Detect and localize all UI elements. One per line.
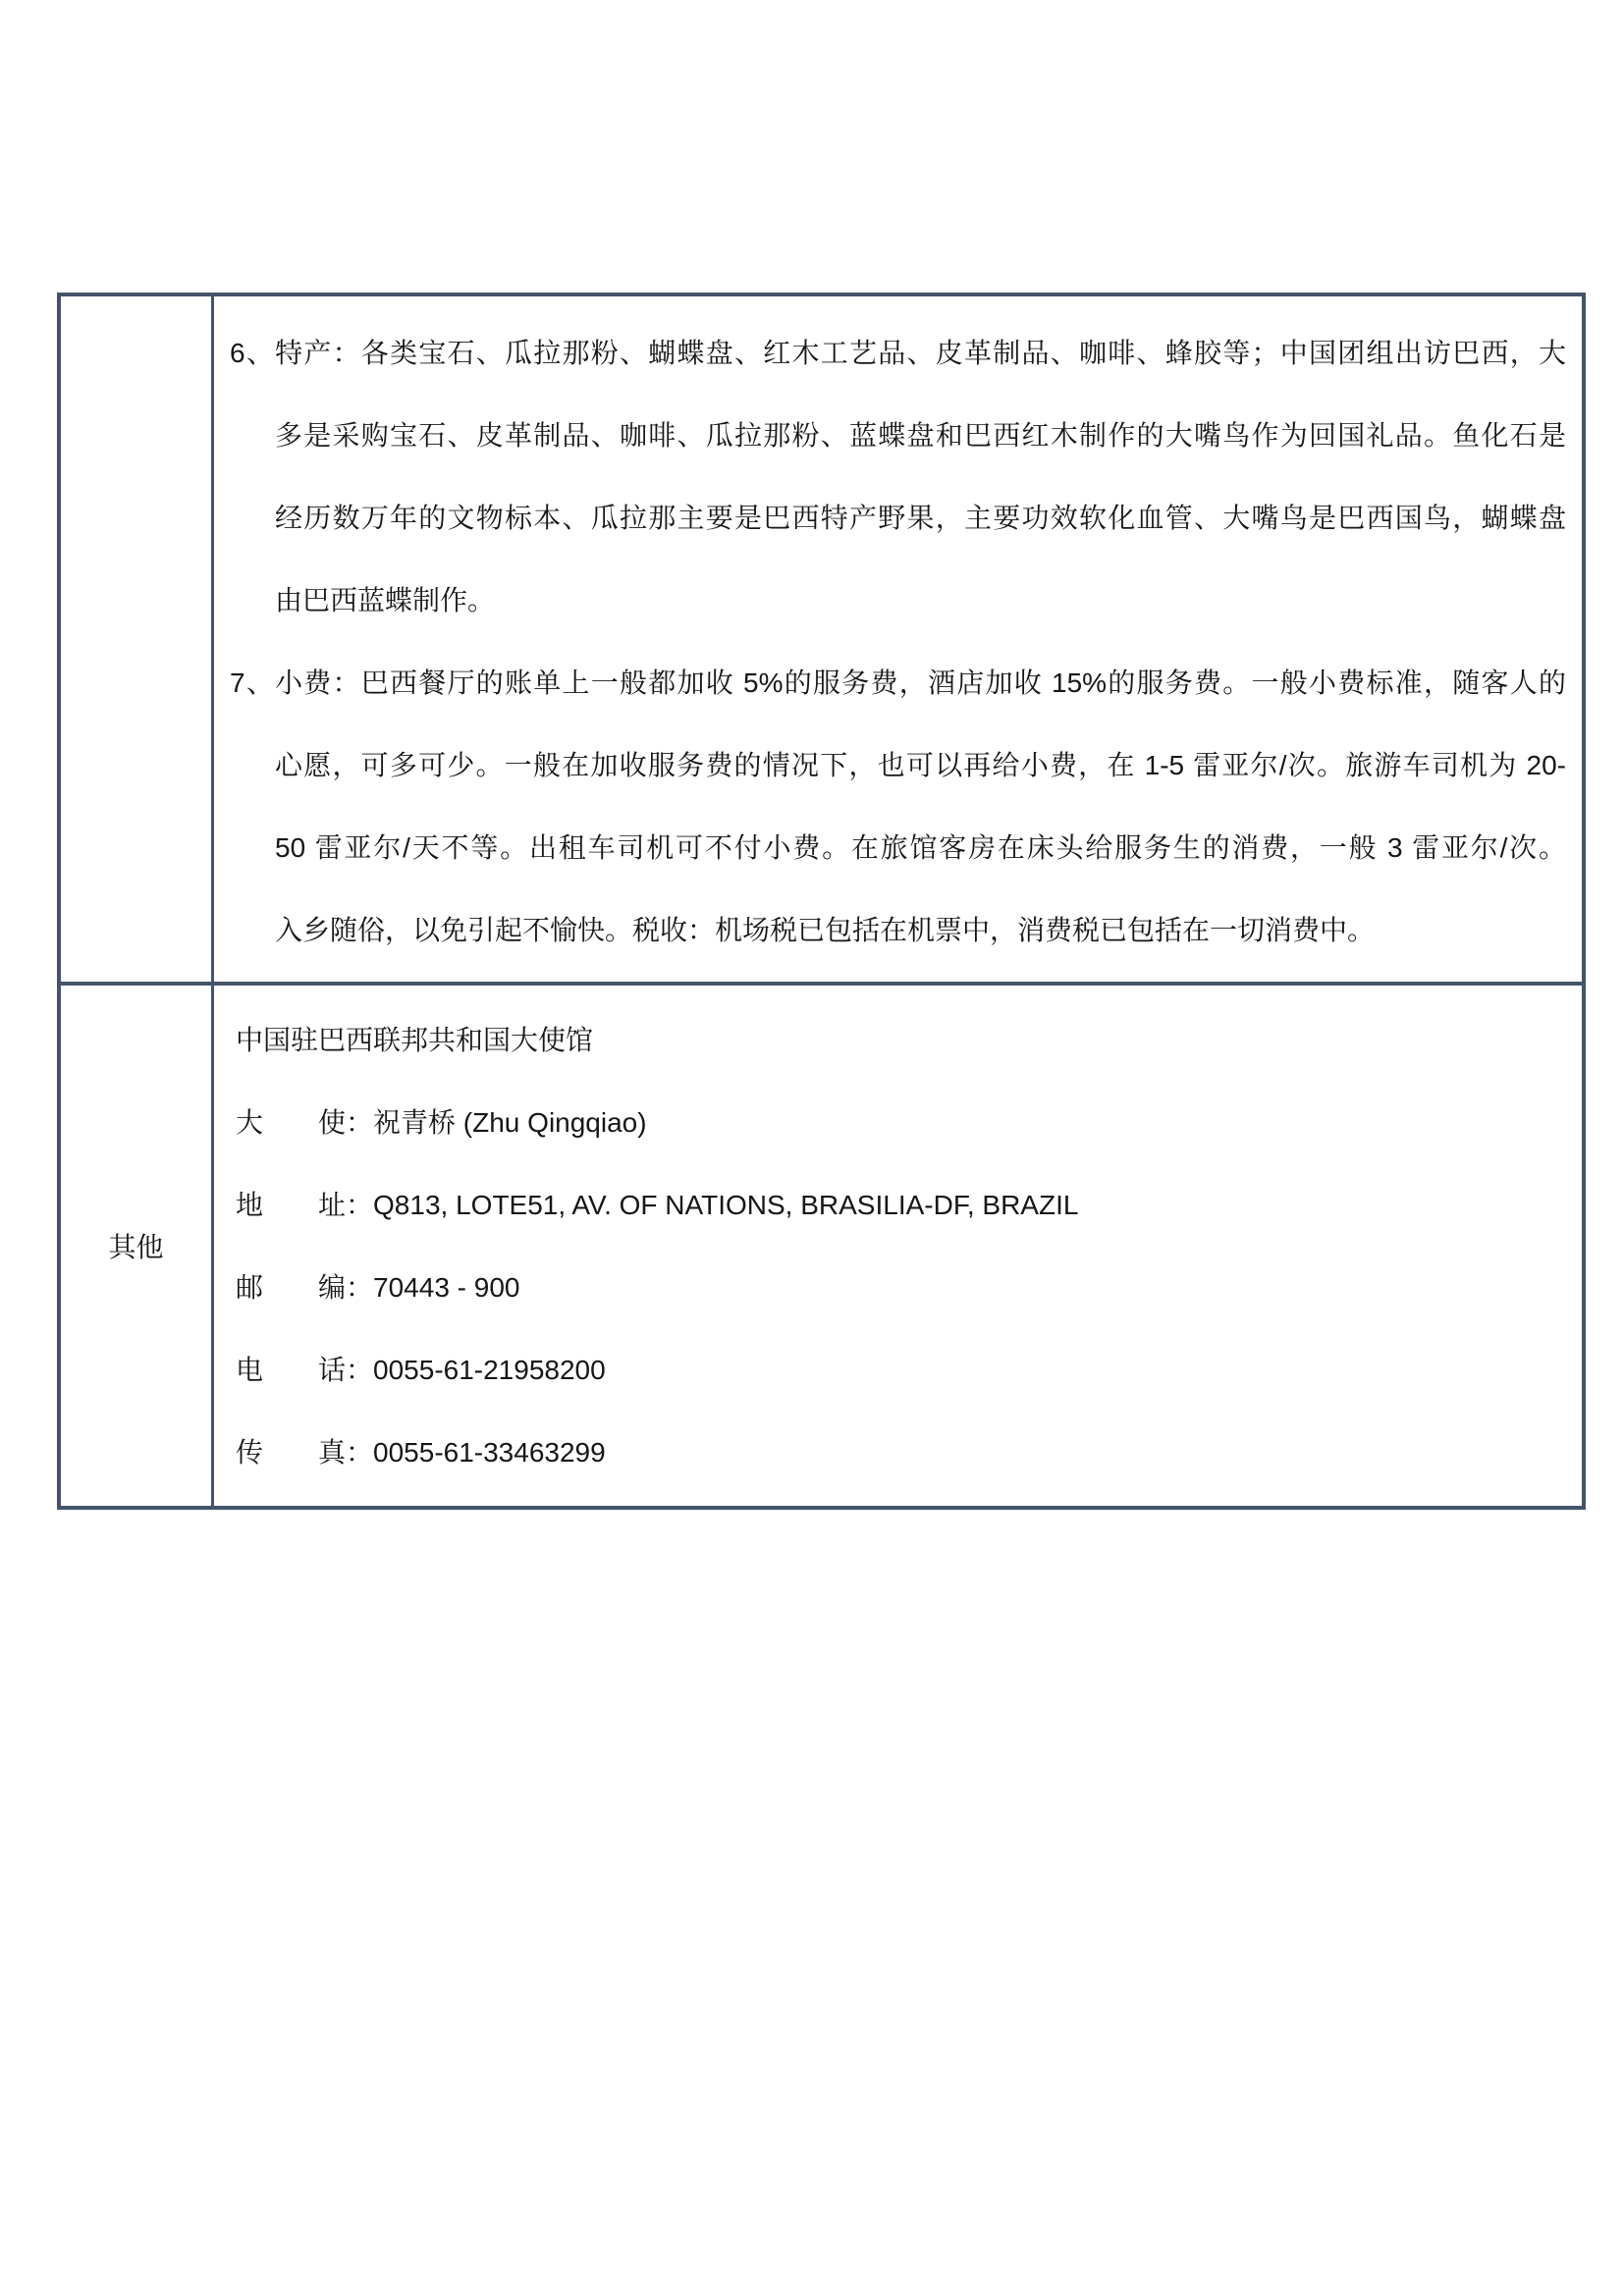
contact-colon: ：: [346, 1107, 374, 1138]
item-6-specialties: [230, 312, 1566, 642]
contact-label: 大 使: [236, 1107, 347, 1138]
contact-value: 0055-61-21958200: [373, 1355, 606, 1385]
contact-row-ambassador: [236, 1082, 1566, 1164]
row1-content-cell: [214, 296, 1582, 986]
contact-label: 传 真: [236, 1437, 347, 1468]
contact-value: 祝青桥 (Zhu Qingqiao): [373, 1107, 647, 1138]
contact-value: 0055-61-33463299: [373, 1437, 606, 1468]
contact-colon: ：: [346, 1355, 374, 1385]
text-line: 7、小费：巴西餐厅的账单上一般都加收 5%的服务费，酒店加收 15%的服务费。一般小费标准，随客人的: [230, 667, 1566, 698]
contact-label: 地 址: [236, 1190, 347, 1220]
text-line: 心愿，可多可少。一般在加收服务费的情况下，也可以再给小费，在 1-5 雷亚尔/次。旅游车司机为 20-: [275, 750, 1566, 780]
text-line: 经历数万年的文物标本、瓜拉那主要是巴西特产野果，主要功效软化血管、大嘴鸟是巴西国鸟，蝴蝶盘: [275, 503, 1566, 533]
contact-label: 电 话: [236, 1355, 347, 1385]
contact-value: Q813, LOTE51, AV. OF NATIONS, BRASILIA-DF, BRAZIL: [373, 1190, 1079, 1220]
text-line: 50 雷亚尔/天不等。出租车司机可不付小费。在旅馆客房在床头给服务生的消费，一般 3 雷亚尔/次。: [275, 832, 1566, 863]
row2-content-cell: [214, 986, 1582, 1506]
contact-row-phone: [236, 1329, 1566, 1412]
contact-row-postcode: [236, 1247, 1566, 1329]
contact-colon: ：: [346, 1437, 374, 1468]
contact-value: 70443 - 900: [373, 1272, 520, 1303]
contact-label: 邮 编: [236, 1272, 347, 1303]
contact-colon: ：: [346, 1272, 374, 1303]
text-line: 入乡随俗，以免引起不愉快。税收：机场税已包括在机票中，消费税已包括在一切消费中。: [275, 915, 1376, 945]
text-line: 由巴西蓝蝶制作。: [275, 585, 496, 615]
text-line: 6、特产：各类宝石、瓜拉那粉、蝴蝶盘、红木工艺品、皮革制品、咖啡、蜂胶等；中国团组出访巴西，大: [230, 338, 1566, 368]
info-table: [57, 293, 1586, 1510]
text-line: 多是采购宝石、皮革制品、咖啡、瓜拉那粉、蓝蝶盘和巴西红木制作的大嘴鸟作为回国礼品。鱼化石是: [275, 420, 1566, 451]
embassy-title: 中国驻巴西联邦共和国大使馆: [236, 1025, 594, 1055]
contact-colon: ：: [346, 1190, 374, 1220]
contact-row-fax: [236, 1412, 1566, 1494]
row1-label-cell-empty: [61, 296, 214, 986]
row2-label: 其他: [108, 1232, 164, 1262]
row2-label-cell: [61, 986, 214, 1506]
item-7-tips: [230, 642, 1566, 972]
contact-row-address: [236, 1164, 1566, 1247]
